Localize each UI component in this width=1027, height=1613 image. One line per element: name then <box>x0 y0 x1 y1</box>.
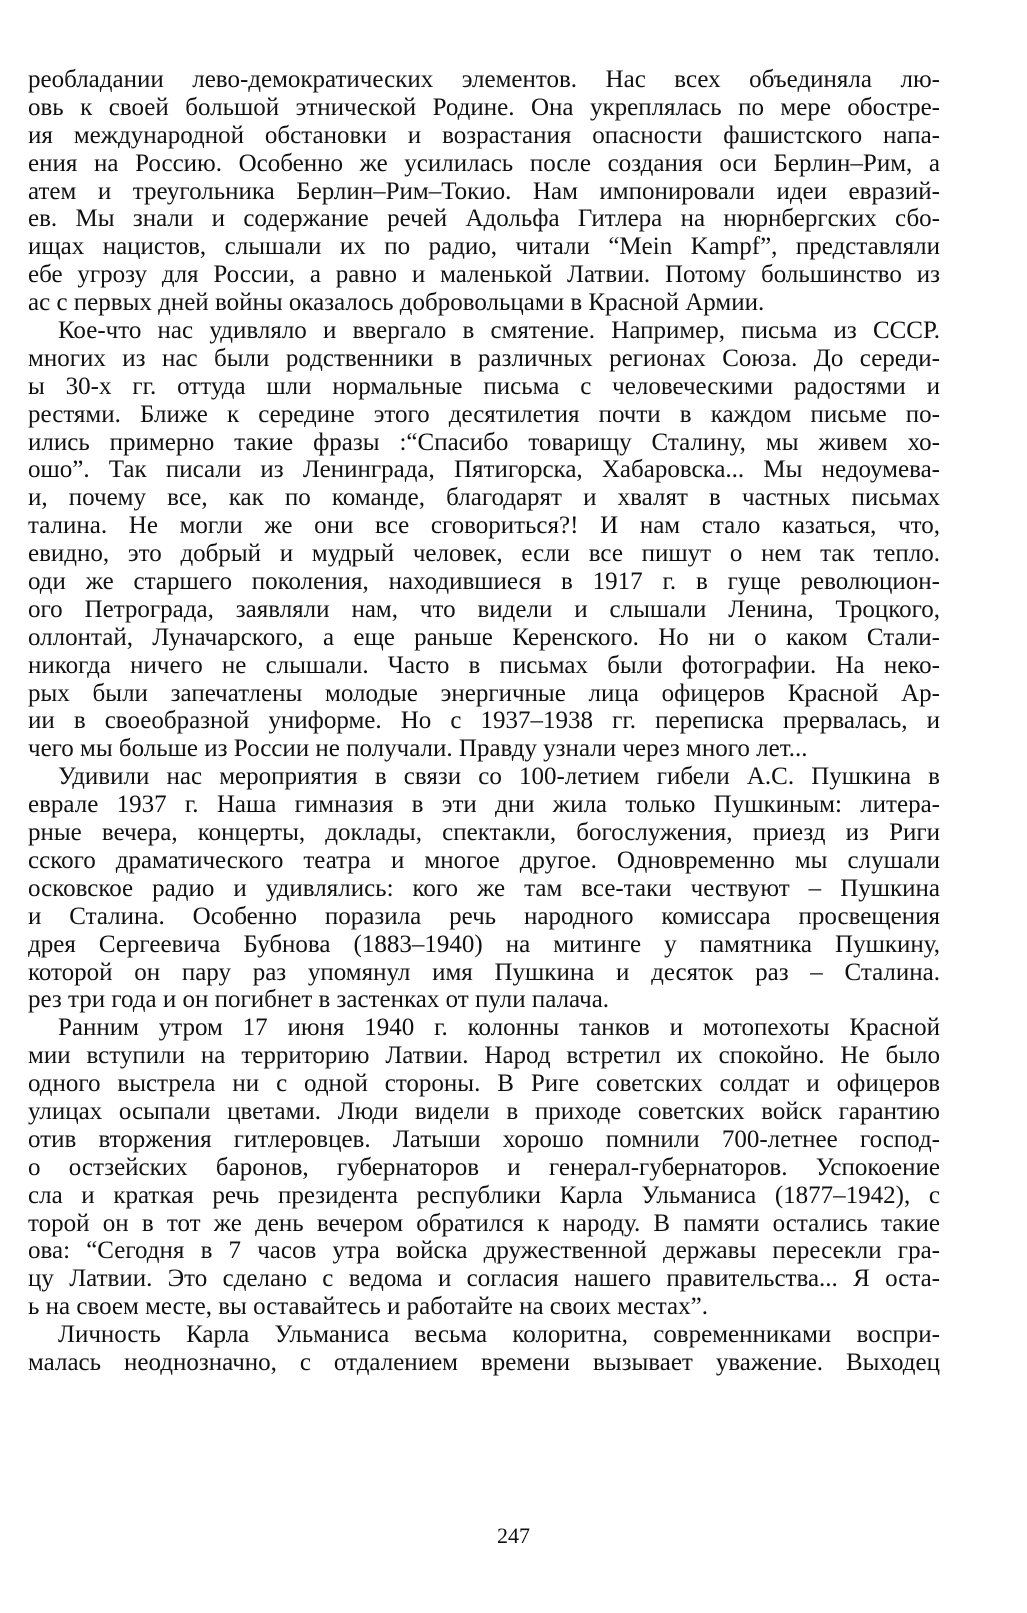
text-line: многих из нас были родственники в различных регионах Союза. До середи- <box>28 344 940 372</box>
text-line: сла и краткая речь президента республики Карла Ульманиса (1877–1942), с <box>28 1181 940 1209</box>
text-line: малась неоднозначно, с отдалением времени вызывает уважение. Выходец <box>28 1348 940 1376</box>
text-line: ы 30-х гг. оттуда шли нормальные письма с человеческими радостями и <box>28 372 940 400</box>
text-line: о остзейских баронов, губернаторов и генерал-губернаторов. Успокоение <box>28 1153 940 1181</box>
text-line: ебе угрозу для России, а равно и маленькой Латвии. Потому большинство из <box>28 261 940 289</box>
text-line: Кое-что нас удивляло и ввергало в смятение. Например, письма из СССР. <box>58 317 940 345</box>
text-line: ения на Россию. Особенно же усилилась после создания оси Берлин–Рим, а <box>28 149 940 177</box>
text-line: рых были запечатлены молодые энергичные лица офицеров Красной Ар- <box>28 679 940 707</box>
text-line: улицах осыпали цветами. Люди видели в приходе советских войск гарантию <box>28 1097 940 1125</box>
text-line: атем и треугольника Берлин–Рим–Токио. Нам импонировали идеи евразий- <box>28 177 940 205</box>
text-line: которой он пару раз упомянул имя Пушкина и десяток раз – Сталина. <box>28 958 940 986</box>
text-line: евидно, это добрый и мудрый человек, если все пишут о нем так тепло. <box>28 540 940 568</box>
text-line: ова: “Сегодня в 7 часов утра войска дружественной державы пересекли гра- <box>28 1237 940 1265</box>
text-line: ев. Мы знали и содержание речей Адольфа Гитлера на нюрнбергских сбо- <box>28 205 940 233</box>
text-line: еврале 1937 г. Наша гимназия в эти дни жила только Пушкиным: литера- <box>28 791 940 819</box>
text-line: ищах нацистов, слышали их по радио, читали “Mein Kampf”, представляли <box>28 233 940 261</box>
text-line: ошо”. Так писали из Ленинграда, Пятигорска, Хабаровска... Мы недоумева- <box>28 456 940 484</box>
paragraph-2 <box>28 317 940 763</box>
paragraph-5 <box>28 1321 940 1377</box>
text-line: ились примерно такие фразы :“Спасибо товарищу Сталину, мы живем хо- <box>28 428 940 456</box>
text-line: сского драматического театра и многое другое. Одновременно мы слушали <box>28 846 940 874</box>
text-line: и, почему все, как по команде, благодарят и хвалят в частных письмах <box>28 484 940 512</box>
text-line: рестями. Ближе к середине этого десятилетия почти в каждом письме по- <box>28 400 940 428</box>
text-line: мии вступили на территорию Латвии. Народ встретил их спокойно. Не было <box>28 1042 940 1070</box>
body-text <box>28 66 940 1377</box>
text-line: и Сталина. Особенно поразила речь народного комиссара просвещения <box>28 902 940 930</box>
paragraph-1 <box>28 66 940 317</box>
text-line: ого Петрограда, заявляли нам, что видели и слышали Ленина, Троцкого, <box>28 595 940 623</box>
text-line: рные вечера, концерты, доклады, спектакли, богослужения, приезд из Риги <box>28 819 940 847</box>
text-line: отив вторжения гитлеровцев. Латыши хорошо помнили 700-летнее господ- <box>28 1125 940 1153</box>
paragraph-3 <box>28 763 940 1014</box>
text-line: ас с первых дней войны оказалось добровольцами в Красной Армии. <box>28 289 765 317</box>
text-line: никогда ничего не слышали. Часто в письмах были фотографии. На неко- <box>28 651 940 679</box>
text-line: ь на своем месте, вы оставайтесь и работайте на своих местах”. <box>28 1293 708 1321</box>
paragraph-4 <box>28 1014 940 1321</box>
text-line: цу Латвии. Это сделано с ведома и согласия нашего правительства... Я оста- <box>28 1265 940 1293</box>
text-line: дрея Сергеевича Бубнова (1883–1940) на митинге у памятника Пушкину, <box>28 930 940 958</box>
text-line: Удивили нас мероприятия в связи со 100-летием гибели А.С. Пушкина в <box>58 763 940 791</box>
text-line: талина. Не могли же они все сговориться?! И нам стало казаться, что, <box>28 512 940 540</box>
text-line: ии в своеобразной униформе. Но с 1937–1938 гг. переписка прервалась, и <box>28 707 940 735</box>
text-line: одного выстрела ни с одной стороны. В Риге советских солдат и офицеров <box>28 1070 940 1098</box>
text-line: Личность Карла Ульманиса весьма колоритна, современниками воспри- <box>58 1321 940 1349</box>
text-line: торой он в тот же день вечером обратился к народу. В памяти остались такие <box>28 1209 940 1237</box>
text-line: рез три года и он погибнет в застенках от пули палача. <box>28 986 610 1014</box>
text-line: Ранним утром 17 июня 1940 г. колонны танков и мотопехоты Красной <box>58 1014 940 1042</box>
text-line: реобладании лево-демократических элементов. Нас всех объединяла лю- <box>28 66 940 93</box>
text-line: овь к своей большой этнической Родине. Она укреплялась по мере обостре- <box>28 93 940 121</box>
text-line: осковское радио и удивлялись: кого же там все-таки чествуют – Пушкина <box>28 874 940 902</box>
text-line: оди же старшего поколения, находившиеся в 1917 г. в гуще революцион- <box>28 568 940 596</box>
page-number: 247 <box>497 1523 530 1548</box>
text-line: ия международной обстановки и возрастания опасности фашистского напа- <box>28 121 940 149</box>
text-line: оллонтай, Луначарского, а еще раньше Керенского. Но ни о каком Стали- <box>28 623 940 651</box>
text-line: чего мы больше из России не получали. Правду узнали через много лет... <box>28 735 808 763</box>
